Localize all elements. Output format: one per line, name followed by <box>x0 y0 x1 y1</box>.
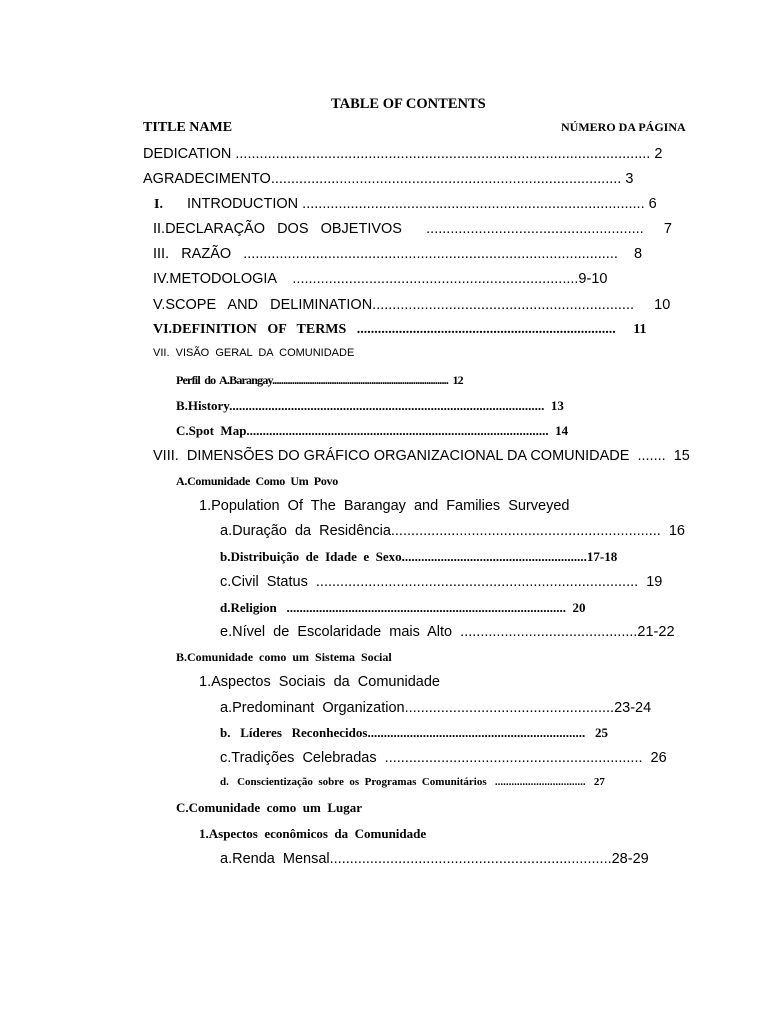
toc-entry-perfil: Perfil do A.Barangay................................................................................ 12 <box>176 373 463 387</box>
toc-entry-population: 1.Population Of The Barangay and Families Surveyed <box>199 498 570 514</box>
toc-entry-conscientizacao: d. Conscientização sobre os Programas Comunitários ................................. 27 <box>220 776 605 788</box>
column-page-number: NÚMERO DA PÁGINA <box>561 120 686 134</box>
toc-entry-definition: VI.DEFINITION OF TERMS .......................................................................... 11 <box>153 322 647 337</box>
toc-entry-sistema-social: B.Comunidade como um Sistema Social <box>176 650 392 664</box>
toc-entry-renda: a.Renda Mensal......................................................................28-29 <box>220 851 649 867</box>
toc-entry-nivel: e.Nível de Escolaridade mais Alto ............................................21-22 <box>220 624 675 640</box>
toc-entry-civil-status: c.Civil Status ................................................................................ 19 <box>220 574 663 590</box>
column-title-name: TITLE NAME <box>143 120 233 135</box>
toc-entry-scope: V.SCOPE AND DELIMINATION................................................................. 10 <box>153 297 671 313</box>
toc-entry-introduction-number: I. <box>154 197 163 212</box>
toc-entry-aspectos-economicos: 1.Aspectos econômicos da Comunidade <box>199 826 427 841</box>
toc-entry-lideres: b. Líderes Reconhecidos................................................................... 25 <box>220 725 608 740</box>
toc-entry-dedication: DEDICATION ....................................................................................................... 2 <box>143 146 663 162</box>
toc-entry-predominant: a.Predominant Organization....................................................23-24 <box>220 700 652 716</box>
toc-entry-religion: d.Religion ...................................................................................... 20 <box>220 600 586 615</box>
toc-entry-dimensoes: VIII. DIMENSÕES DO GRÁFICO ORGANIZACIONAL DA COMUNIDADE ....... 15 <box>153 448 690 464</box>
toc-entry-duracao: a.Duração da Residência................................................................... 16 <box>220 523 685 539</box>
toc-entry-agradecimento: AGRADECIMENTO....................................................................................... 3 <box>143 171 634 187</box>
toc-entry-aspectos-sociais: 1.Aspectos Sociais da Comunidade <box>199 674 440 690</box>
toc-entry-comunidade-povo: A.Comunidade Como Um Povo <box>176 474 338 488</box>
toc-entry-razao: III. RAZÃO ............................................................................................. 8 <box>153 246 643 262</box>
toc-entry-introduction: INTRODUCTION ..................................................................................... 6 <box>187 196 657 212</box>
toc-title: TABLE OF CONTENTS <box>331 96 486 112</box>
toc-entry-distribuicao: b.Distribuição de Idade e Sexo.........................................................17-18 <box>220 549 618 564</box>
toc-entry-lugar: C.Comunidade como um Lugar <box>176 800 362 815</box>
toc-entry-tradicoes: c.Tradições Celebradas ................................................................ 26 <box>220 750 667 766</box>
toc-entry-history: B.History................................................................................................. 13 <box>176 398 564 413</box>
toc-entry-declaracao: II.DECLARAÇÃO DOS OBJETIVOS ...................................................... 7 <box>153 221 672 237</box>
toc-entry-visao: VII. VISÃO GERAL DA COMUNIDADE <box>153 347 355 359</box>
toc-entry-metodologia: IV.METODOLOGIA .......................................................................9-10 <box>153 271 608 287</box>
toc-entry-spot-map: C.Spot Map............................................................................................. 14 <box>176 423 569 438</box>
